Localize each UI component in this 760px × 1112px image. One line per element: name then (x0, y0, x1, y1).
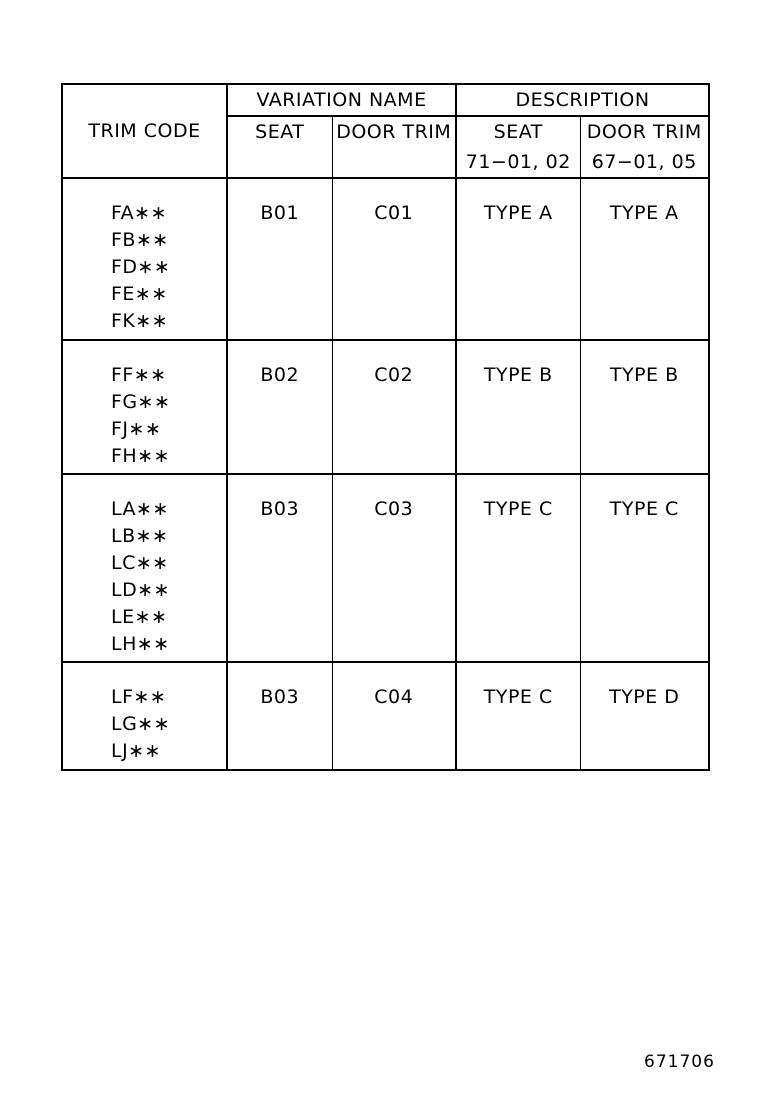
description-door-trim-cell (580, 178, 709, 340)
description-door-trim-header-label: DOOR TRIM (586, 121, 702, 143)
variation-door-trim-header-label: DOOR TRIM (336, 121, 452, 143)
description-door-trim-value: TYPE D (609, 686, 680, 708)
table-row (62, 340, 709, 474)
table-row (62, 662, 709, 770)
description-seat-cell (456, 178, 580, 340)
description-seat-value: TYPE A (483, 202, 553, 224)
trim-code: FG∗∗ (111, 391, 171, 413)
variation-door-trim-value: C04 (374, 686, 414, 708)
variation-seat-cell (227, 340, 332, 474)
description-door-trim-value: TYPE B (609, 364, 679, 386)
trim-code: LJ∗∗ (111, 740, 162, 762)
trim-code: LA∗∗ (111, 498, 169, 520)
trim-code-header-label: TRIM CODE (88, 120, 201, 142)
trim-code: FH∗∗ (111, 445, 171, 467)
table-header-row (62, 84, 709, 116)
description-seat-header (456, 116, 580, 178)
description-header-label: DESCRIPTION (515, 89, 650, 111)
trim-code: FJ∗∗ (111, 418, 162, 440)
variation-door-trim-value: C02 (374, 364, 414, 386)
description-seat-cell (456, 662, 580, 770)
trim-code-header (62, 84, 227, 178)
variation-door-trim-cell (332, 178, 456, 340)
variation-door-trim-cell (332, 662, 456, 770)
variation-door-trim-cell (332, 474, 456, 662)
variation-seat-value: B03 (260, 498, 300, 520)
description-seat-value: TYPE C (483, 686, 553, 708)
description-door-trim-value: TYPE C (609, 498, 679, 520)
trim-code: LF∗∗ (111, 686, 167, 708)
description-seat-cell (456, 340, 580, 474)
table-row (62, 474, 709, 662)
variation-name-header (227, 84, 456, 116)
variation-name-header-label: VARIATION NAME (256, 89, 427, 111)
trim-code: LC∗∗ (111, 552, 169, 574)
variation-seat-cell (227, 474, 332, 662)
variation-seat-value: B02 (260, 364, 300, 386)
description-seat-ref: 71−01, 02 (465, 151, 571, 173)
trim-code: FK∗∗ (111, 310, 169, 332)
trim-code-cell (62, 662, 227, 770)
description-door-trim-header (580, 116, 709, 178)
description-header (456, 84, 709, 116)
trim-code-cell (62, 178, 227, 340)
description-door-trim-cell (580, 474, 709, 662)
description-door-trim-cell (580, 662, 709, 770)
figure-number: 671706 (644, 1052, 715, 1072)
trim-code: FE∗∗ (111, 283, 168, 305)
variation-seat-value: B01 (260, 202, 300, 224)
description-seat-cell (456, 474, 580, 662)
description-door-trim-ref: 67−01, 05 (591, 151, 697, 173)
description-seat-value: TYPE B (483, 364, 553, 386)
variation-door-trim-value: C01 (374, 202, 414, 224)
trim-code: LB∗∗ (111, 525, 169, 547)
table-row (62, 178, 709, 340)
description-door-trim-value: TYPE A (609, 202, 679, 224)
trim-code: FD∗∗ (111, 256, 171, 278)
variation-door-trim-header (332, 116, 456, 178)
variation-door-trim-cell (332, 340, 456, 474)
variation-door-trim-value: C03 (374, 498, 414, 520)
description-seat-header-label: SEAT (493, 121, 543, 143)
trim-code-cell (62, 474, 227, 662)
variation-seat-header (227, 116, 332, 178)
description-seat-value: TYPE C (483, 498, 553, 520)
variation-seat-cell (227, 178, 332, 340)
trim-code: LE∗∗ (111, 606, 168, 628)
trim-code: FB∗∗ (111, 229, 169, 251)
trim-code-cell (62, 340, 227, 474)
trim-code: LH∗∗ (111, 633, 170, 655)
trim-code: FF∗∗ (111, 364, 167, 386)
variation-seat-header-label: SEAT (255, 121, 305, 143)
variation-seat-cell (227, 662, 332, 770)
trim-code: FA∗∗ (111, 202, 168, 224)
variation-seat-value: B03 (260, 686, 300, 708)
trim-code: LG∗∗ (111, 713, 171, 735)
description-door-trim-cell (580, 340, 709, 474)
trim-variation-table (61, 83, 710, 771)
trim-code: LD∗∗ (111, 579, 171, 601)
